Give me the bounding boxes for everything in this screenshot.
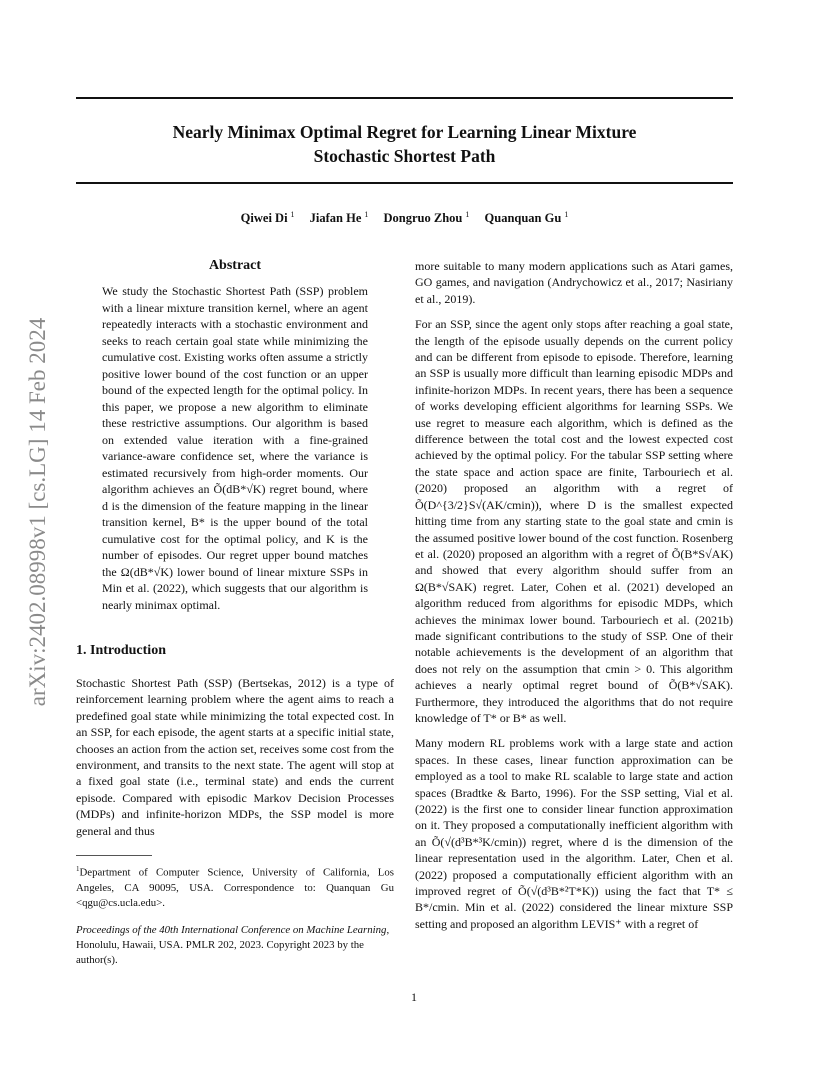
proceedings-note <box>76 923 394 968</box>
proceedings-venue: Proceedings of the 40th International Conference on Machine Learning <box>76 923 387 936</box>
right-column <box>415 258 733 932</box>
title-line-1: Nearly Minimax Optimal Regret for Learning Linear Mixture <box>172 122 637 142</box>
proceedings-details: , Honolulu, Hawaii, USA. PMLR 202, 2023. Copyright 2023 by the author(s). <box>76 923 390 966</box>
abstract-text: We study the Stochastic Shortest Path (SSP) problem with a linear mixture transition kernel, where an agent repeatedly interacts with a stochastic environment and seeks to reach certain goal state while minimizing the cumulative cost. Existing works often assume a strictly positive lower bound of the cost function or an upper bound of the expected length for the optimal policy. In this paper, we propose a new algorithm to eliminate these restrictive assumptions. Our algorithm is based on extended value iteration with a fine-grained variance-aware confidence set, where the variance is estimated recursively from high-order moments. Our algorithm achieves an Õ(dB*√K) regret bound, where d is the dimension of the feature mapping in the linear transition kernel, B* is the upper bound of the total cumulative cost for the optimal policy, and K is the number of episodes. Our regret upper bound matches the Ω(dB*√K) lower bound of linear mixture SSPs in Min et al. (2022), which suggests that our algorithm is nearly minimax optimal. <box>102 284 368 612</box>
title-line-2: Stochastic Shortest Path <box>313 146 496 166</box>
footnote-mark: 1 <box>76 865 80 874</box>
affiliation-mark: 1 <box>290 210 295 219</box>
introduction-body <box>76 675 394 839</box>
footnote-text: Department of Computer Science, University of California, Los Angeles, CA 90095, USA. Correspondence to: Quanquan Gu <qgu@cs.ucla.edu>. <box>76 866 394 909</box>
affiliation-mark: 1 <box>465 210 470 219</box>
abstract-body <box>102 283 368 613</box>
introduction-paragraph-3: Many modern RL problems work with a large state and action spaces. In these cases, linear function approximation can be employed as a tool to make RL scalable to large state and action spaces (Bradtke & Barto, 1996). For the SSP setting, Vial et al. (2022) is the first one to consider linear function approximation on it. They proposed a computationally inefficient algorithm with an Õ(√(d³B*³K/cmin)) regret, where d is the dimension of the linear representation used in the algorithm. Later, Chen et al. (2022) proposed a computationally efficient algorithm with an improved regret of Õ(√(d³B*²T*K)) using the fact that T* ≤ B*/cmin. Min et al. (2022) considered the linear mixture SSP setting and proposed an algorithm LEVIS⁺ with a regret of <box>415 736 733 931</box>
introduction-paragraph-1: Stochastic Shortest Path (SSP) (Bertsekas, 2012) is a type of reinforcement learning problem where the agent aims to reach a predefined goal state while minimizing the total expected cost. In an SSP, for each episode, the agent starts at a specific initial state, chooses an action from the action set, receives some cost from the environment, and transits to the next state. The agent will stop at a fixed goal state (i.e., terminal state) and ends the current episode. Compared with episodic Markov Decision Processes (MDPs) and infinite-horizon MDPs, the SSP model is more general and thus <box>76 676 394 838</box>
affiliation-mark: 1 <box>564 210 569 219</box>
page-number: 1 <box>411 990 417 1004</box>
introduction-paragraph-2: For an SSP, since the agent only stops after reaching a goal state, the length of the episode usually depends on the current policy and can be different from episode to episode. Therefore, learning an SSP is usually more difficult than learning episodic MDPs and infinite-horizon MDPs. In recent years, there has been a sequence of works developing efficient algorithms for learning SSPs. We use regret to measure each algorithm, which is defined as the difference between the total cost and the lowest expected cost achieved by the optimal policy. For the tabular SSP setting where the state space and action space are finite, Tarbouriech et al. (2020) proposed an algorithm with a regret of Õ(D^{3/2}S√(AK/cmin)), where D is the smallest expected hitting time from any starting state to the goal state and cmin is the assumed positive lower bound of the cost function. Rosenberg et al. (2020) proposed an algorithm with a regret of Õ(B*S√AK) and showed that every algorithm should suffer from an Ω(B*√SAK) regret. Later, Cohen et al. (2021) developed an algorithm reduced from algorithms for episodic MDPs, which achieves the minimax lower bound. Tarbouriech et al. (2021b) made significant contributions to the study of SSP. One of their notable achievements is the development of an algorithm that does not rely on the assumption that cmin > 0. This algorithm achieves a nearly optimal regret bound of Õ(B*√SAK). Furthermore, they introduced the algorithms that do not require knowledge of T* or B* as well. <box>415 317 733 725</box>
title-bottom-rule <box>76 182 733 184</box>
footnote-divider <box>76 855 152 856</box>
author-list <box>76 210 733 226</box>
author-name: Dongruo Zhou <box>383 211 463 226</box>
author-name: Qiwei Di <box>240 211 288 226</box>
author-name: Quanquan Gu <box>484 211 562 226</box>
paper-title <box>76 120 733 168</box>
author-name: Jiafan He <box>309 211 362 226</box>
introduction-paragraph-continued: more suitable to many modern applications such as Atari games, GO games, and navigation (Andrychowicz et al., 2017; Nasiriany et al., 2019). <box>415 259 733 306</box>
abstract-heading: Abstract <box>208 258 262 273</box>
section-heading-introduction: 1. Introduction <box>76 643 166 658</box>
arxiv-stamp <box>27 292 49 732</box>
arxiv-identifier: arXiv:2402.08998v1 [cs.LG] 14 Feb 2024 <box>25 317 50 707</box>
title-top-rule <box>76 97 733 99</box>
left-column <box>76 258 394 968</box>
affiliation-footnote <box>76 862 394 911</box>
affiliation-mark: 1 <box>364 210 369 219</box>
